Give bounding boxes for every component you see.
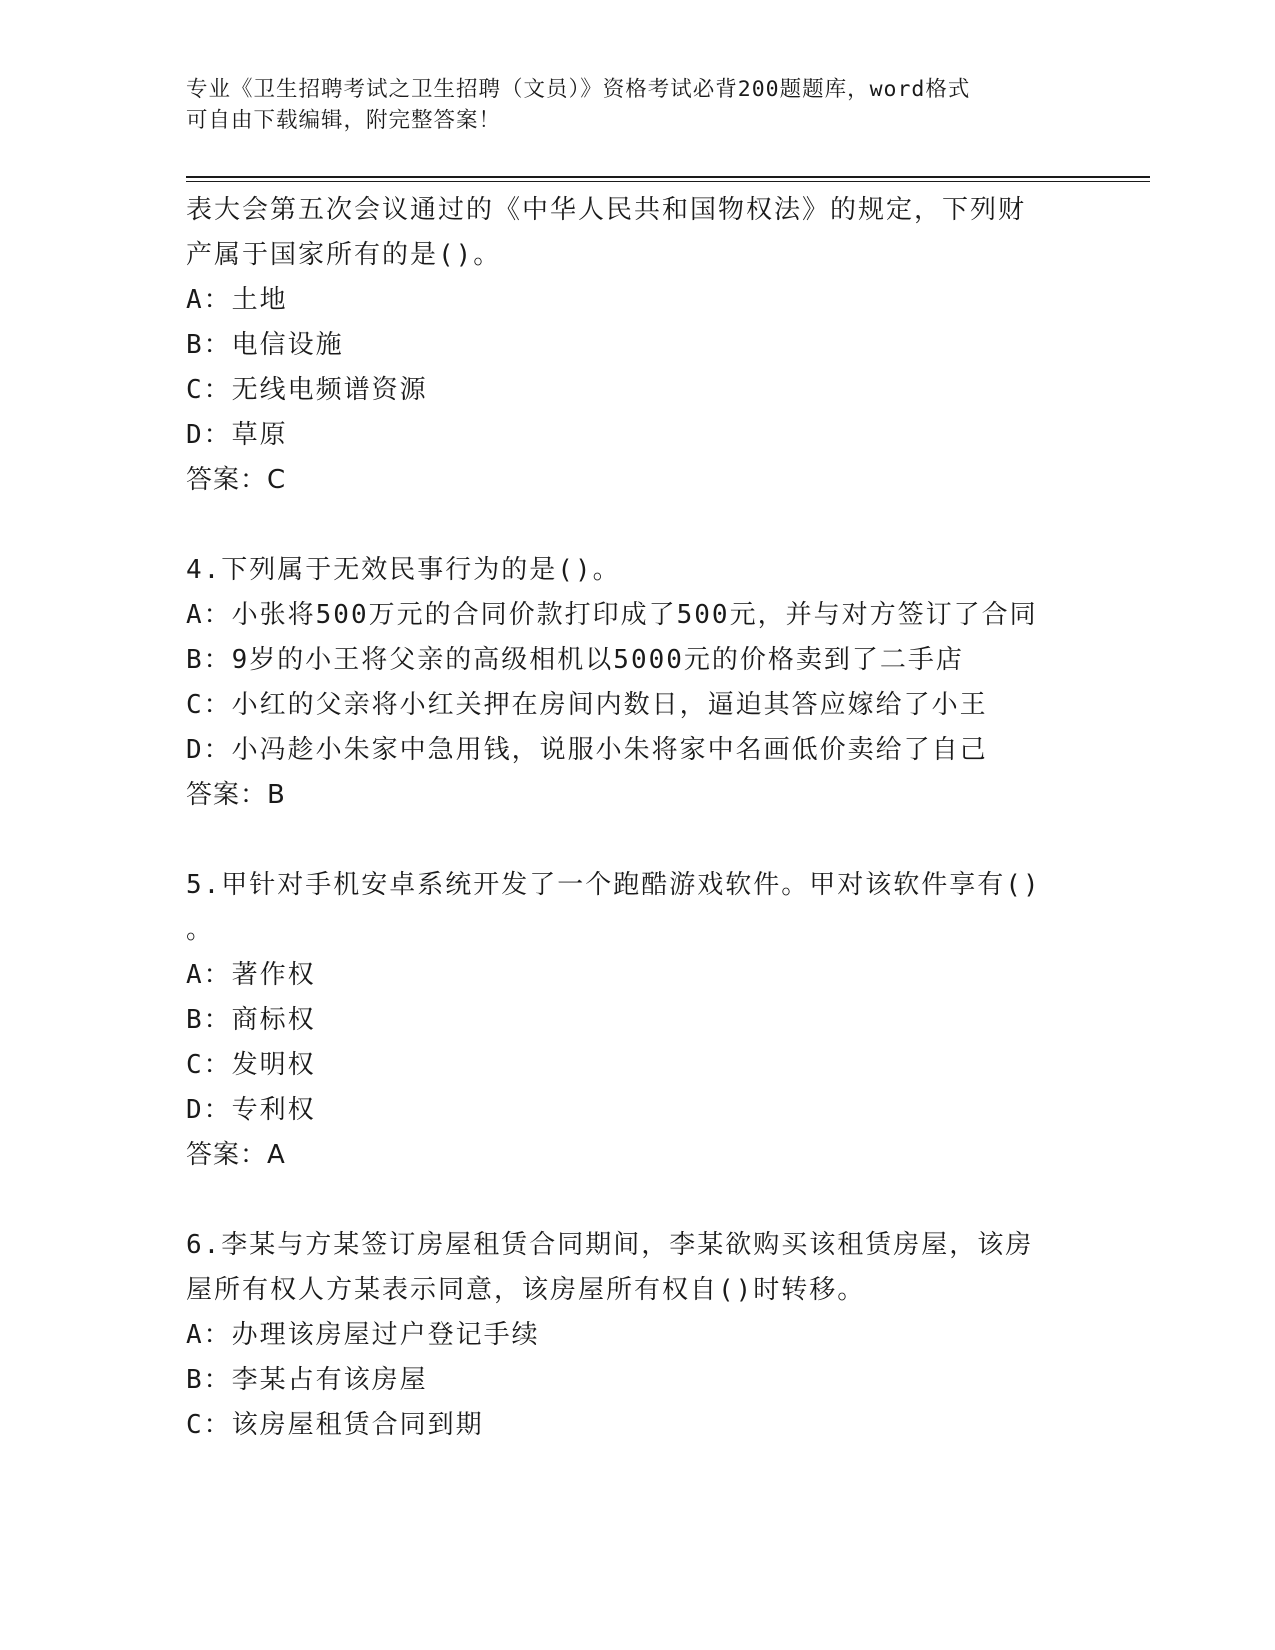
option-b: B：电信设施 [186,330,344,360]
question-6 [186,1223,1086,1448]
question-stem-line: 5.甲针对手机安卓系统开发了一个跑酷游戏软件。甲对该软件享有() [186,870,1041,900]
answer-line: 答案：C [186,465,287,495]
question-stem-line: 产属于国家所有的是()。 [186,240,502,270]
spacer [186,818,1086,863]
option-c: C：该房屋租赁合同到期 [186,1410,484,1440]
question-list [186,188,1086,1448]
option-a: A：著作权 [186,960,316,990]
option-c: C：小红的父亲将小红关押在房间内数日，逼迫其答应嫁给了小王 [186,690,988,720]
option-a: A：小张将500万元的合同价款打印成了500元，并与对方签订了合同 [186,600,1038,630]
question-stem-line: 。 [186,915,215,945]
spacer [186,1178,1086,1223]
header-divider-thick [186,176,1150,178]
option-d: D：专利权 [186,1095,316,1125]
option-b: B：9岁的小王将父亲的高级相机以5000元的价格卖到了二手店 [186,645,964,675]
option-b: B：李某占有该房屋 [186,1365,428,1395]
question-5 [186,863,1086,1178]
header-line-1: 专业《卫生招聘考试之卫生招聘（文员）》资格考试必背200题题库，word格式 [186,77,971,102]
answer-line: 答案：B [186,780,286,810]
question-stem-line: 6.李某与方某签订房屋租赁合同期间，李某欲购买该租赁房屋，该房 [186,1230,1034,1260]
option-d: D：小冯趁小朱家中急用钱，说服小朱将家中名画低价卖给了自己 [186,735,988,765]
option-b: B：商标权 [186,1005,316,1035]
spacer [186,503,1086,548]
question-4 [186,548,1086,818]
header-line-2: 可自由下载编辑，附完整答案！ [186,108,502,133]
question-stem-line: 表大会第五次会议通过的《中华人民共和国物权法》的规定，下列财 [186,195,1027,225]
option-d: D：草原 [186,420,288,450]
document-header [186,74,1086,136]
question-stem-line: 4.下列属于无效民事行为的是()。 [186,555,621,585]
option-a: A：办理该房屋过户登记手续 [186,1320,540,1350]
option-c: C：发明权 [186,1050,316,1080]
question-3 [186,188,1086,503]
option-a: A：土地 [186,285,288,315]
option-c: C：无线电频谱资源 [186,375,428,405]
question-stem-line: 屋所有权人方某表示同意，该房屋所有权自()时转移。 [186,1275,866,1305]
header-divider-thin [186,181,1150,182]
answer-line: 答案：A [186,1140,286,1170]
